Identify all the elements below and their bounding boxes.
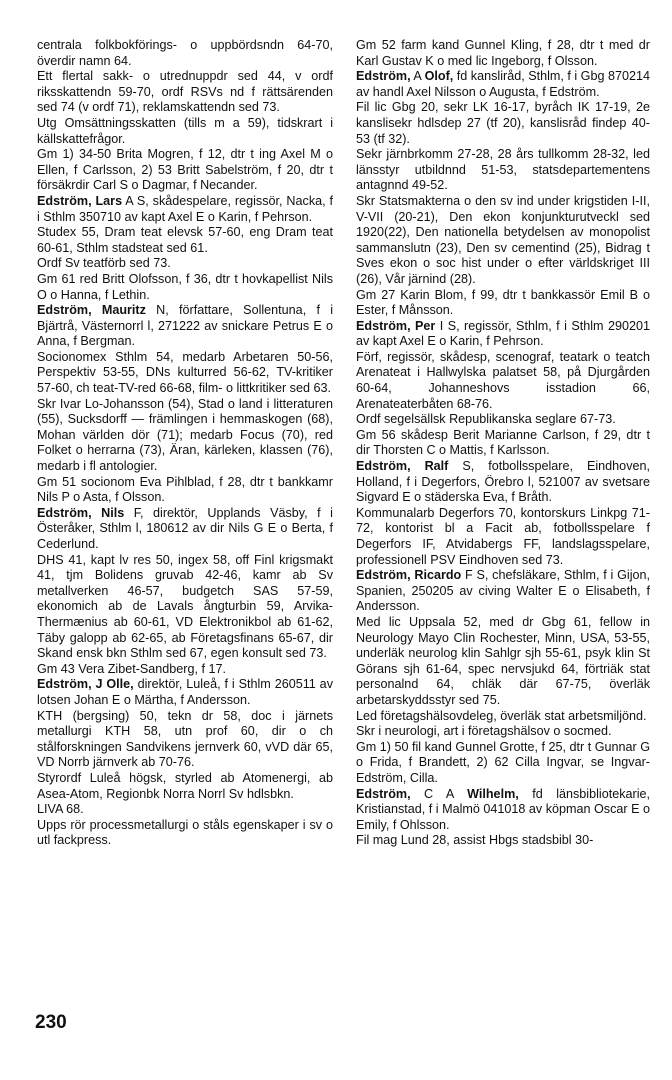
entry-text: KTH (bergsing) 50, tekn dr 58, doc i järnets metallurgi KTH 58, utn prof 60, dir o ch stålforskningen Sandvikens jernverk 60, vVD där 65, VD Norrb järnverk ab 70-76. <box>37 708 333 770</box>
entry-text: LIVA 68. <box>37 802 84 817</box>
entry-text: F, direktör, Upplands Väsby, f i Österåker, Sthlm l, 180612 av dir Nils G E o Berta, f Cederlund. <box>37 505 333 551</box>
entry-text: Gm 52 farm kand Gunnel Kling, f 28, dtr t med dr Karl Gustav K o med lic Ingeborg, f Olsson. <box>356 38 650 68</box>
paragraph <box>356 350 650 412</box>
paragraph <box>356 194 650 288</box>
person-name: Olof, <box>424 69 454 84</box>
paragraph <box>356 615 650 709</box>
entry-text: fd kansliråd, Sthlm, f i Gbg 870214 av handl Axel Nilsson o Augusta, f Edström. <box>356 69 651 99</box>
entry-text: Gm 43 Vera Zibet-Sandberg, f 17. <box>37 661 227 676</box>
entry-text: Gm 51 socionom Eva Pihlblad, f 28, dtr t bankkamr Nils P o Asta, f Olsson. <box>37 474 333 505</box>
entry-text: I S, regissör, Sthlm, f i Sthlm 290201 av kapt Axel E o Karin, f Pehrson. <box>356 318 650 349</box>
entry-text: direktör, Luleå, f i Sthlm 260511 av lotsen Johan E o Märtha, f Andersson. <box>37 677 333 707</box>
entry-text: Utg Omsättningsskatten (tills m a 59), tidskrart i källskattefrågor. <box>37 115 333 146</box>
paragraph <box>356 412 650 428</box>
entry-text: Sekr järnbrkomm 27-28, 28 års tullkomm 28-32, led länsstyr utbildnnd 51-53, statsdepartementens antagnnd 49-52. <box>356 147 650 193</box>
entry-text: S, fotbollsspelare, Eindhoven, Holland, f i Degerfors, Örebro l, 521007 av svetsare Sigvard E o städerska Eva, f Bråth. <box>356 459 650 505</box>
paragraph <box>37 818 333 849</box>
entry-text: Förf, regissör, skådesp, scenograf, teatark o teatch Arenateat i Hallwylska palatset 58, på Djurgården 60-64, Johanneshovs isstadion 66, Arenateaterbåten 68-76. <box>356 349 650 411</box>
entry-heading-paragraph <box>356 568 650 615</box>
person-name: Edström, Mauritz <box>37 303 146 318</box>
entry-text: Styrordf Luleå högsk, styrled ab Atomenergi, ab Asea-Atom, Regionbk Norra Norrl Sv hdlsbkn. <box>37 770 333 801</box>
paragraph <box>37 38 333 69</box>
person-name: Edström, Lars <box>37 193 123 208</box>
paragraph <box>37 350 333 397</box>
paragraph <box>356 288 650 319</box>
paragraph <box>356 506 650 568</box>
person-name: Edström, <box>356 786 411 801</box>
entry-text: Upps rör processmetallurgi o ståls egenskaper i sv o utl fackpress. <box>37 817 333 848</box>
paragraph <box>37 397 333 475</box>
paragraph <box>37 709 333 771</box>
entry-heading-paragraph <box>37 677 333 708</box>
paragraph <box>37 147 333 194</box>
entry-text: A S, skådespelare, regissör, Nacka, f i Sthlm 350710 av kapt Axel E o Karin, f Pehrson. <box>37 193 333 224</box>
entry-text: Ordf segelsällsk Republikanska seglare 67-73. <box>356 412 616 427</box>
person-name: Wilhelm, <box>467 786 519 801</box>
person-name: Edström, Ralf <box>356 459 449 474</box>
paragraph <box>37 553 333 662</box>
entry-heading-paragraph <box>356 319 650 350</box>
entry-heading-paragraph <box>356 787 650 834</box>
person-name: Edström, J Olle, <box>37 677 134 692</box>
entry-heading-paragraph <box>356 459 650 506</box>
paragraph <box>37 662 333 678</box>
person-name: Edström, Ricardo <box>356 568 462 583</box>
paragraph <box>37 771 333 802</box>
paragraph <box>37 272 333 303</box>
person-name: Edström, <box>356 69 411 84</box>
entry-text: Gm 1) 34-50 Brita Mogren, f 12, dtr t ing Axel M o Ellen, f Carlsson, 2) 53 Britt Sabelström, f 20, dtr t försäkrdir Carl S o Dagmar, f Necander. <box>37 147 333 193</box>
entry-text: Studex 55, Dram teat elevsk 57-60, eng Dram teat 60-61, Sthlm stadsteat sed 61. <box>37 225 333 255</box>
paragraph <box>37 802 333 818</box>
paragraph <box>356 833 650 849</box>
paragraph <box>37 475 333 506</box>
page-number: 230 <box>35 1012 67 1033</box>
entry-text: A <box>410 69 425 84</box>
paragraph <box>37 69 333 116</box>
entry-text: F S, chefsläkare, Sthlm, f i Gijon, Spanien, 250205 av civing Walter E o Elisabeth, f Andersson. <box>356 568 651 614</box>
person-name: Edström, Nils <box>37 505 125 520</box>
entry-heading-paragraph <box>37 303 333 350</box>
paragraph <box>37 256 333 272</box>
entry-text: fd länsbibliotekarie, Kristianstad, f i Malmö 041018 av köpman Oscar E o Emily, f Ohlsson. <box>356 786 650 832</box>
entry-text: Gm 61 red Britt Olofsson, f 36, dtr t hovkapellist Nils O o Hanna, f Lethin. <box>37 271 333 302</box>
entry-text: Med lic Uppsala 52, med dr Gbg 61, fellow in Neurology Mayo Clin Rochester, Minn, USA, 53-55, underläk neurolog klin Sahlgr sjh 55-61, psyk klin St Görans sjh 61-64, spec nervsjukd 64, förtriäk stat personalnd 64, chläk där 67-75, överläk arbetarskyddsstyr sed 75. <box>356 614 650 707</box>
entry-text: Led företagshälsovdeleg, överläk stat arbetsmiljönd. <box>356 708 647 723</box>
entry-text: Ett flertal sakk- o utrednuppdr sed 44, v ordf riksskattendn 59-70, ordf RSVs nd f rättsärenden sed 74 (v ordf 71), reklamskattendn sed 73. <box>37 69 333 115</box>
paragraph <box>356 100 650 147</box>
entry-text: C A <box>410 786 468 801</box>
person-name: Edström, Per <box>356 318 436 333</box>
entry-text: Ordf Sv teatförb sed 73. <box>37 256 171 271</box>
entry-text: Skr i neurologi, art i företagshälsov o socmed. <box>356 724 612 739</box>
entry-text: Skr Ivar Lo-Johansson (54), Stad o land i litteraturen (55), Sucksdorff — främlingen i hemmaskogen (68), Mohan världen dör (71); medarb Focus (70), red Folket o herrarna (73), Äran, kärleken, klassen (76), medarb i fl antologier. <box>37 396 333 474</box>
entry-text: Fil lic Gbg 20, sekr LK 16-17, byråch IK 17-19, 2e kanslisekr hdlsdep 27 (tf 20), kanslisråd findep 40-53 (tf 32). <box>356 100 650 146</box>
paragraph <box>37 116 333 147</box>
paragraph <box>356 740 650 787</box>
left-column <box>37 38 333 849</box>
entry-text: Skr Statsmakterna o den sv ind under krigstiden I-II, V-VII (20-21), Den ekon konjunkturutveckl sed 1920(22), Den nationella betydelsen av monopolist sammanslutn (23), Den sv cementind (25), Bidrag t Sves ekon o soc hist under o efter världskriget III (26), Vår järnind (28). <box>356 193 650 286</box>
entry-text: Fil mag Lund 28, assist Hbgs stadsbibl 30- <box>356 833 594 848</box>
entry-text: N, författare, Sollentuna, f i Bjärtrå, Västernorrl l, 271222 av snickare Petrus E o Anna, f Bergman. <box>37 303 333 349</box>
paragraph <box>356 724 650 740</box>
entry-text: Gm 27 Karin Blom, f 99, dtr t bankkassör Emil B o Ester, f Månsson. <box>356 287 650 318</box>
paragraph <box>356 428 650 459</box>
entry-text: centrala folkbokförings- o uppbördsndn 64-70, överdir namn 64. <box>37 38 333 68</box>
paragraph <box>356 709 650 725</box>
paragraph <box>356 147 650 194</box>
paragraph <box>37 225 333 256</box>
entry-text: Kommunalarb Degerfors 70, kontorskurs Linkpg 71-72, kontorist bl a Facit ab, fotbollsspelare f Degerfors IF, Atvidabergs FF, landslagsspelare, professionell PSV Eindhoven sed 73. <box>356 505 650 567</box>
paragraph <box>356 38 650 69</box>
entry-text: Socionomex Sthlm 54, medarb Arbetaren 50-56, Perspektiv 53-55, DNs kulturred 56-62, TV-kritiker 57-60, ch teat-TV-red 66-68, film- o littkritiker sed 63. <box>37 349 333 396</box>
entry-text: Gm 1) 50 fil kand Gunnel Grotte, f 25, dtr t Gunnar G o Frida, f Brandett, 2) 62 Cilla Ingvar, se Ingvar-Edström, Cilla. <box>356 739 650 785</box>
right-column <box>356 38 650 849</box>
entry-heading-paragraph <box>37 506 333 553</box>
entry-heading-paragraph <box>37 194 333 225</box>
entry-text: Gm 56 skådesp Berit Marianne Carlson, f 29, dtr t dir Thorsten C o Mattis, f Karlsson. <box>356 427 650 458</box>
entry-heading-paragraph <box>356 69 650 100</box>
entry-text: DHS 41, kapt lv res 50, ingex 58, off Finl krigsmakt 41, tjm Bolidens gruvab 42-46, kamr ab Sv metallverken 46-57, budgetch SAS 57-59, ekonomich ab de Lavals ångturbin 59, Arvika-Thermænius ab 60-61, VD Elektronikbol ab 61-62, Täby galopp ab 62-65, ab Företagsfinans 65-67, dir Skand ensk bkn Sthlm sed 67, egen konsult sed 73. <box>37 552 333 661</box>
